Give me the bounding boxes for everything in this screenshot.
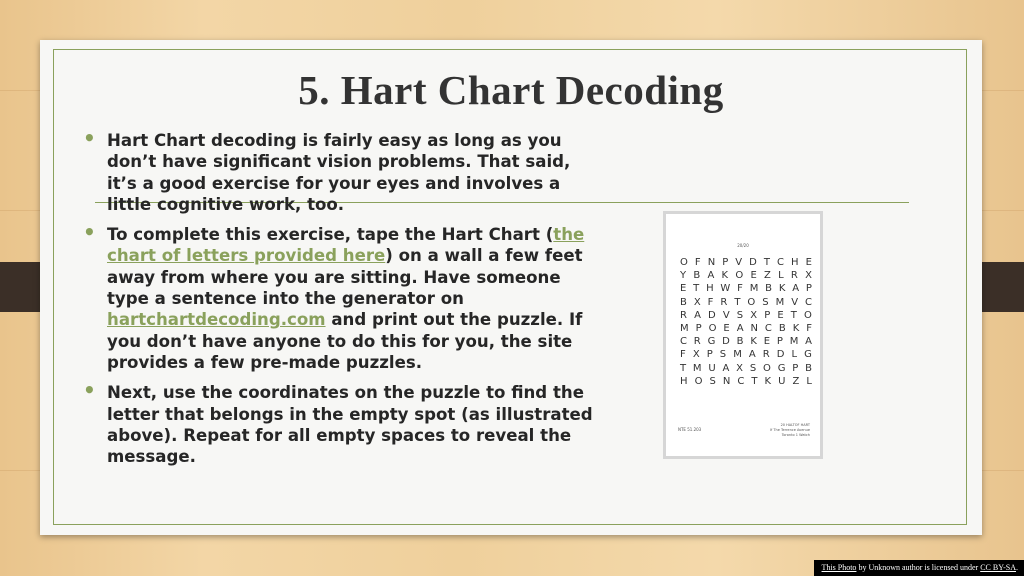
chart-letter: U xyxy=(708,362,716,374)
photo-credit xyxy=(814,560,1024,576)
chart-letter: E xyxy=(723,322,730,334)
chart-letter: O xyxy=(680,257,688,268)
license-link[interactable]: CC BY-SA xyxy=(980,563,1016,572)
chart-row xyxy=(680,269,812,282)
chart-letter: D xyxy=(722,336,730,348)
chart-letter: H xyxy=(706,283,714,295)
photo-credit-link[interactable]: This Photo xyxy=(821,563,857,572)
chart-letter: P xyxy=(792,362,799,374)
chart-letter: R xyxy=(693,336,701,348)
chart-letter: G xyxy=(777,362,786,374)
bullet-text: Hart Chart decoding is fairly easy as long as you don’t have significant vision problems. That said, it’s a good exercise for your eyes and involves a little cognitive work, too. xyxy=(107,131,571,214)
chart-letter: K xyxy=(721,270,729,282)
chart-letter: B xyxy=(693,270,701,282)
chart-letter: O xyxy=(694,375,703,387)
hart-chart-image xyxy=(663,211,823,459)
chart-letter: X xyxy=(736,362,744,374)
chart-letter: T xyxy=(734,296,741,308)
bullet-text: Next, use the coordinates on the puzzle to find the letter that belongs in the empty spot (as illustrated above). Repeat for all empty spaces to reveal the message. xyxy=(107,383,593,467)
chart-letter: C xyxy=(680,336,687,348)
chart-letter: A xyxy=(707,270,715,282)
chart-letter: O xyxy=(735,270,744,282)
chart-letter: E xyxy=(750,270,757,282)
chart-letter: F xyxy=(707,296,714,308)
chart-row xyxy=(680,282,812,295)
chart-letter: O xyxy=(708,322,717,334)
chart-letter: F xyxy=(737,283,743,295)
chart-row xyxy=(680,322,812,335)
chart-letter: X xyxy=(693,296,701,308)
chart-letter: L xyxy=(806,375,812,387)
chart-letter: G xyxy=(707,336,716,348)
bullet-text: ) on a wall a few feet away from where you are sitting. Have someone type a sentence into the generator on xyxy=(107,246,583,309)
chart-letter: X xyxy=(692,349,700,361)
chart-letter: P xyxy=(764,309,771,321)
chart-letter: T xyxy=(763,257,770,268)
chart-letter-grid xyxy=(680,256,812,388)
chart-letter: N xyxy=(707,257,716,268)
chart-letter: X xyxy=(805,270,812,282)
slide-paper xyxy=(40,40,982,535)
chart-letter: E xyxy=(680,283,687,295)
chart-letter: G xyxy=(804,349,812,361)
photo-credit-end: . xyxy=(1016,563,1018,572)
chart-letter: X xyxy=(750,309,758,321)
chart-letter: B xyxy=(736,336,744,348)
chart-letter: C xyxy=(764,322,772,334)
chart-letter: M xyxy=(692,362,702,374)
chart-letter: T xyxy=(693,283,700,295)
chart-letter: R xyxy=(720,296,728,308)
chart-letter: H xyxy=(791,257,799,268)
chart-letter: N xyxy=(722,375,731,387)
chart-letter: K xyxy=(778,283,786,295)
chart-letter: S xyxy=(762,296,769,308)
chart-footer-left: NTE 51.203 xyxy=(678,427,702,432)
chart-letter: H xyxy=(680,375,688,387)
chart-letter: P xyxy=(776,336,783,348)
chart-row xyxy=(680,296,812,309)
chart-letter: D xyxy=(749,257,757,268)
chart-letter: M xyxy=(680,322,689,334)
chart-letter: A xyxy=(792,283,800,295)
bullet-text: To complete this exercise, tape the Hart Chart ( xyxy=(107,225,554,245)
chart-letter: M xyxy=(775,296,785,308)
chart-letter: S xyxy=(736,309,744,321)
chart-top-code: 20/20 xyxy=(737,243,749,248)
chart-link[interactable]: the chart of letters provided here xyxy=(107,225,585,266)
chart-footer-line: Toronto 1 Watch xyxy=(781,433,810,437)
chart-letter: K xyxy=(750,336,757,348)
chart-letter: Z xyxy=(764,270,771,282)
chart-letter: O xyxy=(804,309,812,321)
chart-letter: A xyxy=(736,322,744,334)
chart-letter: K xyxy=(764,375,772,387)
bullet-icon: • xyxy=(83,220,96,245)
chart-letter: T xyxy=(680,362,687,374)
chart-letter: B xyxy=(805,362,812,374)
chart-letter: M xyxy=(749,283,759,295)
chart-letter: W xyxy=(720,283,731,295)
chart-letter: S xyxy=(719,349,727,361)
chart-letter: O xyxy=(763,362,771,374)
chart-footer-line: 20 HALTOF HART xyxy=(780,423,810,427)
chart-letter: A xyxy=(722,362,730,374)
chart-letter: A xyxy=(748,349,756,361)
chart-letter: A xyxy=(805,336,812,348)
chart-letter: M xyxy=(733,349,742,361)
chart-letter: R xyxy=(790,270,798,282)
chart-letter: E xyxy=(805,257,812,268)
photo-credit-text: by Unknown author is licensed under xyxy=(856,563,981,572)
bullet-item xyxy=(83,220,603,373)
chart-letter: N xyxy=(750,322,758,334)
chart-letter: E xyxy=(763,336,771,348)
chart-row xyxy=(680,375,812,388)
chart-letter: B xyxy=(778,322,786,334)
chart-letter: S xyxy=(749,362,757,374)
bullet-item xyxy=(83,126,603,215)
chart-footer-right xyxy=(770,423,810,438)
chart-letter: P xyxy=(805,283,812,295)
chart-letter: V xyxy=(722,309,730,321)
chart-letter: R xyxy=(680,309,687,321)
chart-letter: T xyxy=(790,309,797,321)
chart-letter: A xyxy=(694,309,701,321)
chart-row xyxy=(680,309,812,322)
bullet-icon: • xyxy=(83,126,96,150)
chart-letter: R xyxy=(762,349,770,361)
chart-letter: D xyxy=(708,309,716,321)
chart-letter: V xyxy=(791,296,799,308)
chart-letter: D xyxy=(776,349,785,361)
chart-letter: V xyxy=(735,257,743,268)
chart-letter: T xyxy=(751,375,758,387)
chart-letter: S xyxy=(709,375,716,387)
chart-letter: C xyxy=(737,375,745,387)
bullet-text: and print out the puzzle. If you don’t have anyone to do this for you, the site provides a few pre-made puzzles. xyxy=(107,310,583,372)
chart-letter: U xyxy=(778,375,786,387)
chart-letter: C xyxy=(777,257,785,268)
chart-letter: M xyxy=(789,336,799,348)
chart-letter: B xyxy=(765,283,773,295)
chart-letter: Y xyxy=(680,270,687,282)
chart-letter: F xyxy=(680,349,686,361)
chart-row xyxy=(680,362,812,375)
chart-row xyxy=(680,335,812,348)
chart-letter: P xyxy=(695,322,702,334)
chart-letter: F xyxy=(806,322,812,334)
chart-letter: K xyxy=(792,322,800,334)
chart-letter: O xyxy=(747,296,756,308)
chart-letter: F xyxy=(694,257,701,268)
chart-letter: L xyxy=(791,349,798,361)
chart-letter: E xyxy=(777,309,784,321)
website-link[interactable]: hartchartdecoding.com xyxy=(107,310,326,330)
bullet-icon: • xyxy=(83,378,96,403)
chart-letter: B xyxy=(680,296,687,308)
chart-row xyxy=(680,348,812,361)
chart-letter: L xyxy=(778,270,784,282)
bullet-item xyxy=(83,378,603,467)
slide-title: 5. Hart Chart Decoding xyxy=(298,67,724,113)
chart-row xyxy=(680,256,812,269)
bullet-list xyxy=(83,126,603,476)
chart-letter: P xyxy=(706,349,713,361)
chart-letter: C xyxy=(805,296,812,308)
chart-letter: P xyxy=(722,257,729,268)
chart-footer-line: If The Terrence Avenue xyxy=(769,428,810,432)
chart-letter: Z xyxy=(792,375,800,387)
